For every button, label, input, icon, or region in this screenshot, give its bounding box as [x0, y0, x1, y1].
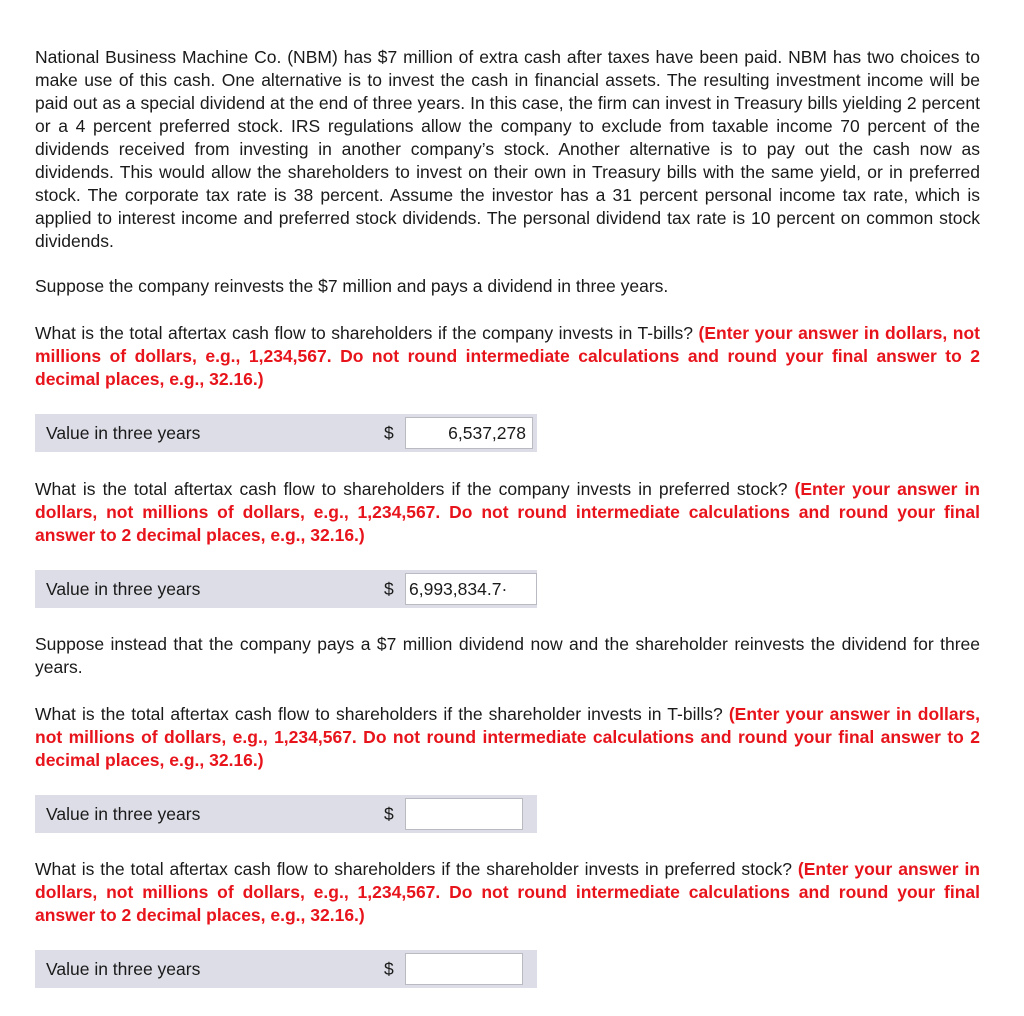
- question-3-instructions: (Enter your answer in dollars, not millions of dollars, e.g., 1,234,567. Do not round intermediate calculations and round your final answer to 2 decimal places, e.g., 32.16.): [35, 704, 980, 770]
- answer-4-currency: $: [384, 959, 394, 979]
- answer-1-currency: $: [384, 423, 394, 443]
- question-4: [35, 858, 980, 927]
- question-1-text: What is the total aftertax cash flow to shareholders if the company invests in T-bills?: [35, 323, 699, 343]
- question-4-instructions: (Enter your answer in dollars, not millions of dollars, e.g., 1,234,567. Do not round intermediate calculations and round your final answer to 2 decimal places, e.g., 32.16.): [35, 859, 980, 925]
- answer-4-label: Value in three years: [46, 959, 201, 979]
- question-2-text: What is the total aftertax cash flow to shareholders if the company invests in preferred stock?: [35, 479, 795, 499]
- question-2: [35, 478, 980, 547]
- question-3-text: What is the total aftertax cash flow to shareholders if the shareholder invests in T-bills?: [35, 704, 729, 724]
- scenario-1-text: Suppose the company reinvests the $7 million and pays a dividend in three years.: [35, 276, 669, 296]
- problem-intro: National Business Machine Co. (NBM) has $7 million of extra cash after taxes have been paid. NBM has two choices to make use of this cash. One alternative is to invest the cash in financial assets. The resulting investment income will be paid out as a special dividend at the end of three years. In this case, the firm can invest in Treasury bills yielding 2 percent or a 4 percent preferred stock. IRS regulations allow the company to exclude from taxable income 70 percent of the dividends received from investing in another company’s stock. Another alternative is to pay out the cash now as dividends. This would allow the shareholders to invest on their own in Treasury bills with the same yield, or in preferred stock. The corporate tax rate is 38 percent. Assume the investor has a 31 percent personal income tax rate, which is applied to interest income and preferred stock dividends. The personal dividend tax rate is 10 percent on common stock dividends.: [35, 47, 980, 251]
- question-2-instructions: (Enter your answer in dollars, not millions of dollars, e.g., 1,234,567. Do not round intermediate calculations and round your final answer to 2 decimal places, e.g., 32.16.): [35, 479, 980, 545]
- question-1-instructions: (Enter your answer in dollars, not millions of dollars, e.g., 1,234,567. Do not round intermediate calculations and round your final answer to 2 decimal places, e.g., 32.16.): [35, 323, 980, 389]
- answer-3-currency: $: [384, 804, 394, 824]
- answer-1-label: Value in three years: [46, 423, 201, 443]
- question-3: [35, 703, 980, 772]
- answer-2-input[interactable]: [405, 573, 537, 605]
- answer-3-label: Value in three years: [46, 804, 201, 824]
- answer-3-input[interactable]: [405, 798, 523, 830]
- answer-row-1: [35, 414, 537, 452]
- question-1: [35, 322, 980, 391]
- answer-row-3: [35, 795, 537, 833]
- answer-row-4: [35, 950, 537, 988]
- answer-4-input[interactable]: [405, 953, 523, 985]
- scenario-2-text: Suppose instead that the company pays a $7 million dividend now and the shareholder reinvests the dividend for three years.: [35, 634, 980, 677]
- answer-2-currency: $: [384, 579, 394, 599]
- answer-1-input[interactable]: [405, 417, 533, 449]
- answer-row-2: [35, 570, 537, 608]
- question-4-text: What is the total aftertax cash flow to shareholders if the shareholder invests in preferred stock?: [35, 859, 798, 879]
- answer-2-label: Value in three years: [46, 579, 201, 599]
